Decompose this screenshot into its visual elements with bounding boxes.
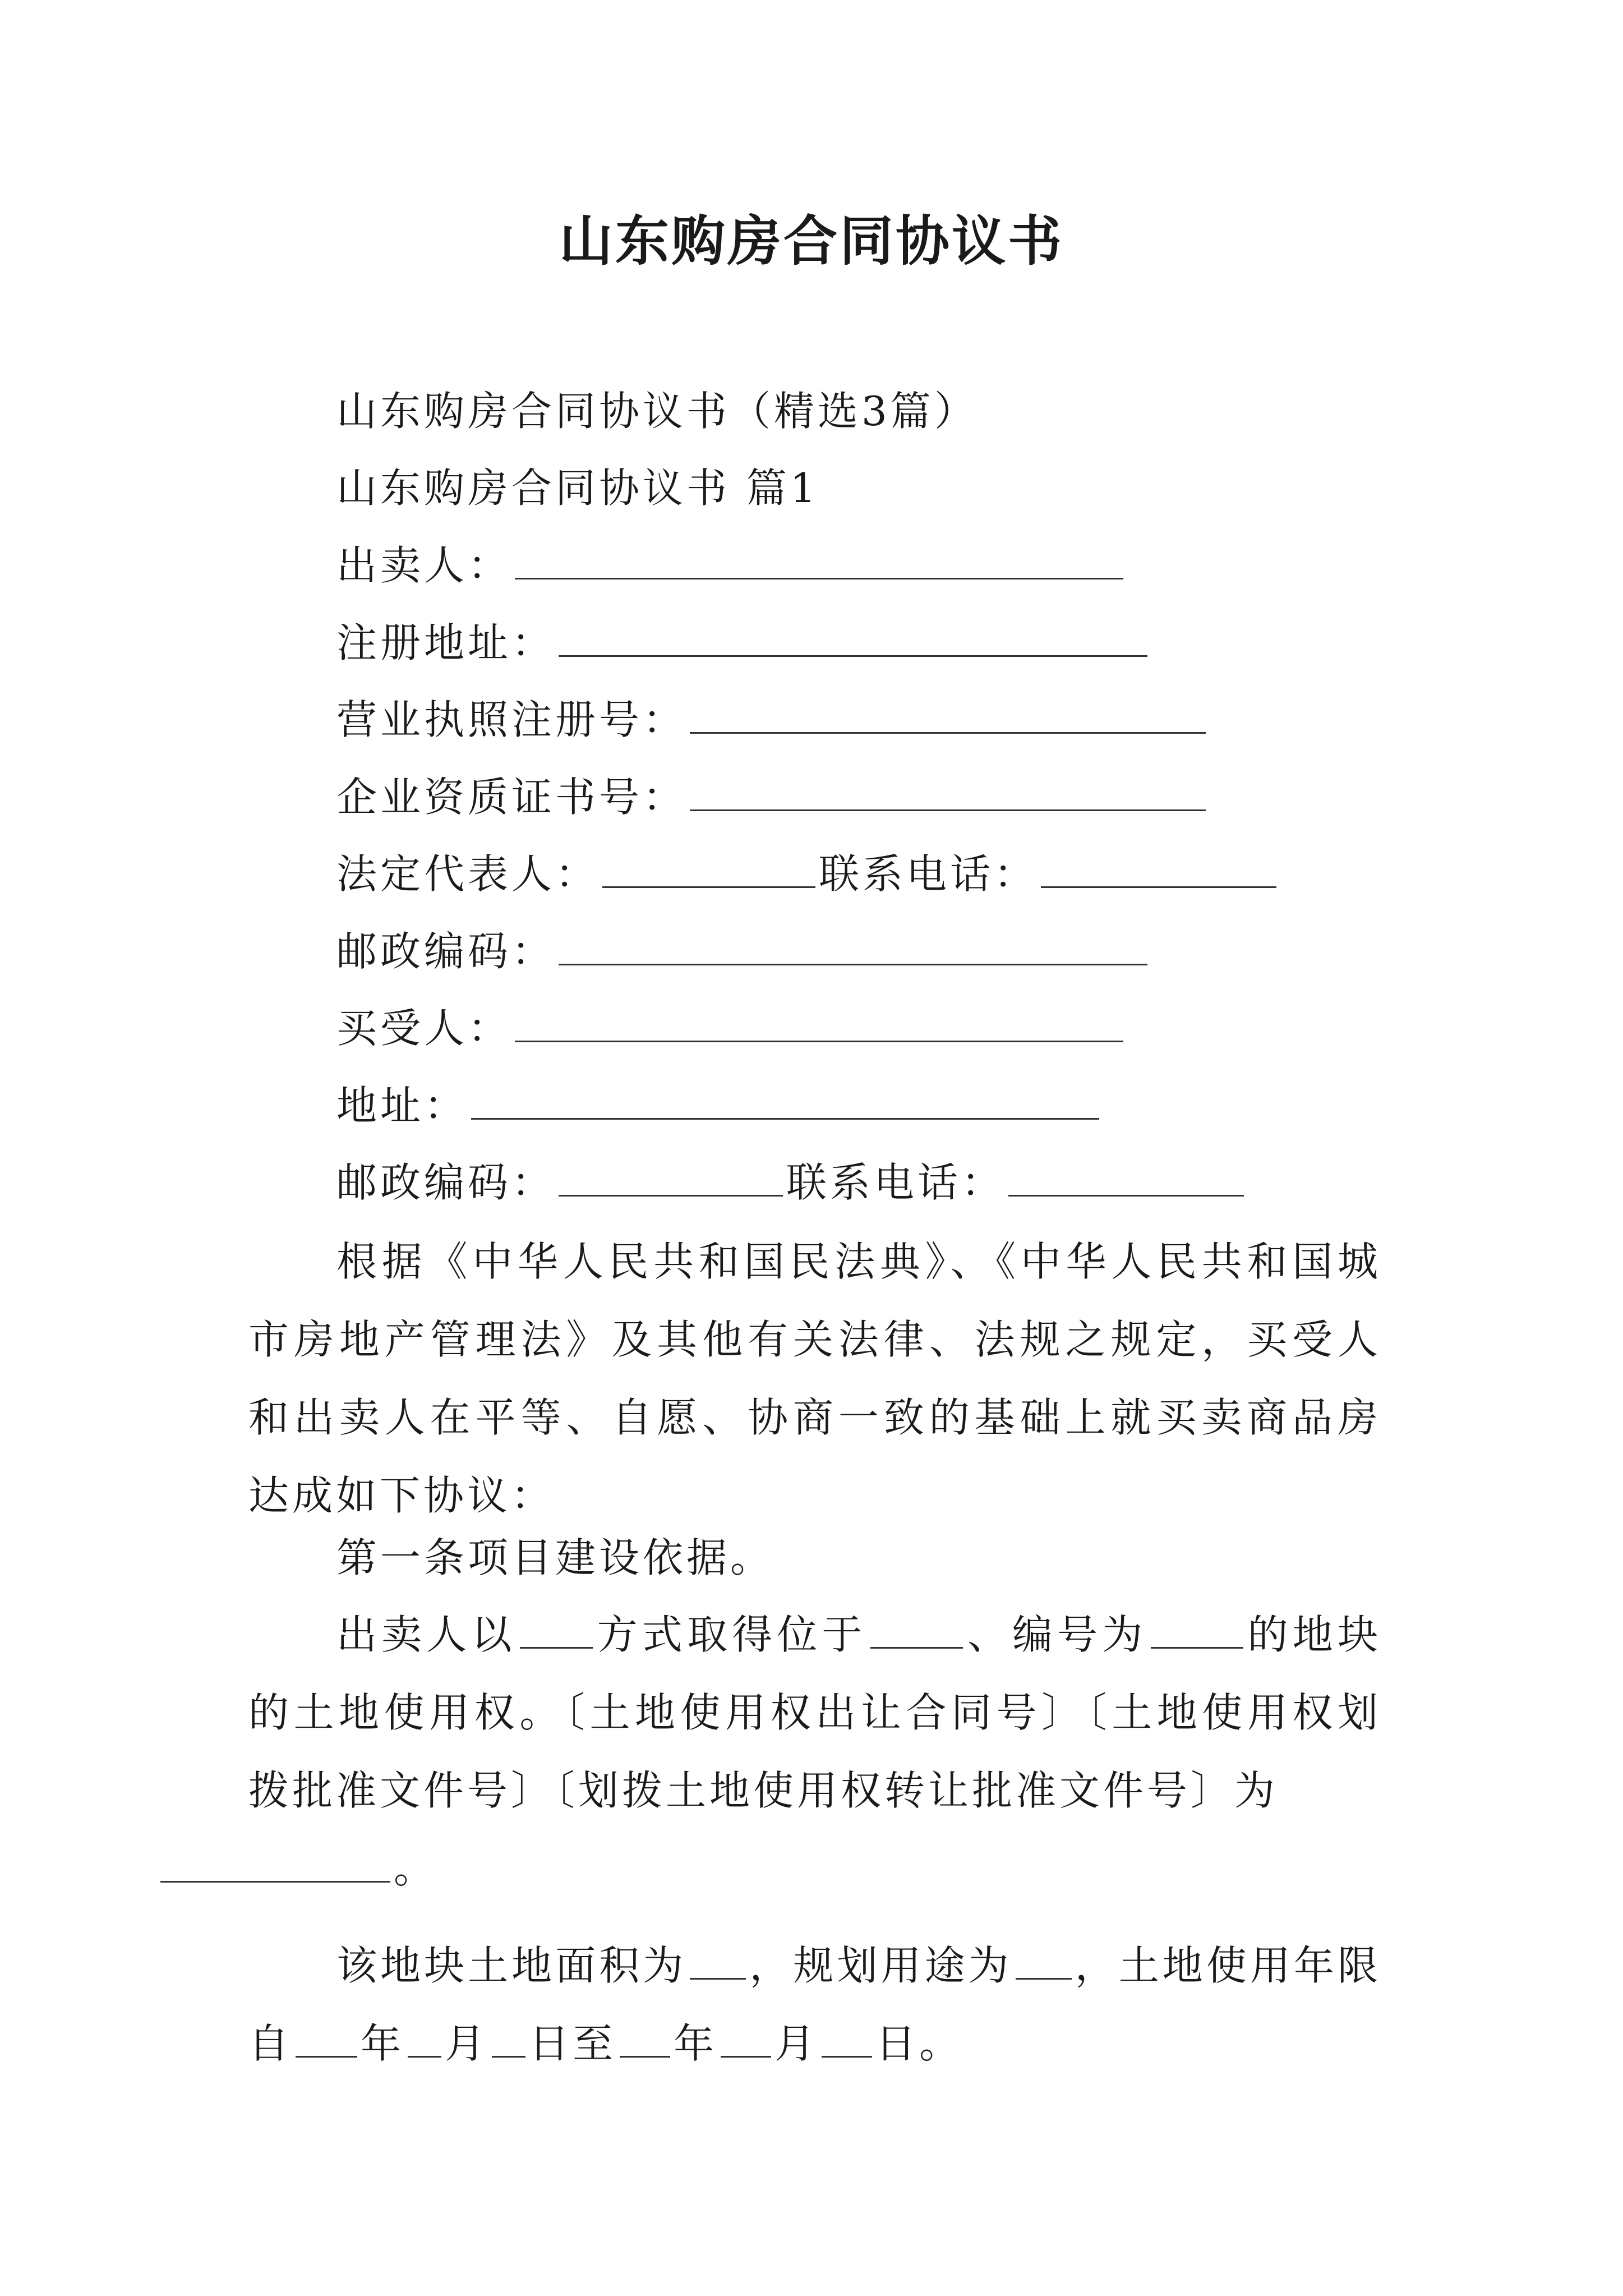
area-text-e: 月 (445, 2020, 489, 2067)
reg-address-field (336, 615, 1151, 671)
postcode1-label: 邮政编码： (336, 928, 556, 975)
area-text-f: 日至 (529, 2020, 617, 2067)
land-text-e: 。 (394, 1845, 438, 1892)
postcode2-label: 邮政编码： (336, 1159, 556, 1206)
qualification-label: 企业资质证书号： (336, 774, 687, 821)
reg-address-blank[interactable] (559, 622, 1147, 657)
seller-field (336, 537, 1127, 593)
seller-label: 出卖人： (336, 542, 512, 589)
phone2-blank[interactable] (1008, 1161, 1244, 1197)
end-day-blank[interactable] (822, 2022, 872, 2058)
end-month-blank[interactable] (721, 2022, 771, 2058)
postcode1-blank[interactable] (559, 930, 1147, 965)
article1-heading: 第一条项目建设依据。 (336, 1534, 774, 1581)
basis-paragraph: 根据《中华人民共和国民法典》、《中华人民共和国城市房地产管理法》及其他有关法律、法规之规定，买受人和出卖人在平等、自愿、协商一致的基础上就买卖商品房达成如下协议： (248, 1238, 1381, 1519)
buyer-label: 买受人： (336, 1005, 512, 1052)
area-use-blank[interactable] (1016, 1944, 1072, 1980)
qualification-field (336, 769, 1209, 825)
buyer-blank[interactable] (515, 1007, 1123, 1042)
buyer-field (336, 1000, 1127, 1056)
seller-blank[interactable] (515, 544, 1123, 579)
address-label: 地址： (336, 1082, 468, 1129)
area-size-blank[interactable] (690, 1944, 746, 1980)
land-method-blank[interactable] (520, 1613, 593, 1649)
postcode2-blank[interactable] (559, 1161, 783, 1197)
legal-rep-label: 法定代表人： (336, 850, 600, 898)
start-year-blank[interactable] (296, 2022, 357, 2058)
address-field (336, 1078, 1103, 1134)
legal-rep-field (336, 846, 1280, 902)
land-text-b: 方式取得位于 (596, 1611, 867, 1658)
area-paragraph (248, 1927, 1381, 2083)
area-text-d: 年 (361, 2020, 405, 2067)
land-number-blank[interactable] (1151, 1613, 1243, 1649)
land-text-c: 、编号为 (966, 1611, 1147, 1658)
area-text-c: ，土地使用年限自 (248, 1942, 1381, 2067)
phone1-label: 联系电话： (819, 850, 1038, 898)
contract-number-blank[interactable] (160, 1847, 390, 1883)
license-field (336, 692, 1209, 748)
license-label: 营业执照注册号： (336, 696, 687, 743)
land-location-blank[interactable] (870, 1613, 963, 1649)
area-text-a: 该地块土地面积为 (336, 1942, 687, 1989)
page-title: 山东购房合同协议书 (559, 209, 1064, 273)
phone2-label: 联系电话： (786, 1159, 1006, 1206)
postcode1-field (336, 923, 1151, 979)
phone1-blank[interactable] (1041, 853, 1276, 888)
legal-rep-blank[interactable] (602, 853, 815, 888)
subtitle: 山东购房合同协议书（精选3篇） (336, 388, 978, 435)
land-paragraph (248, 1596, 1381, 1908)
area-text-g: 年 (674, 2020, 718, 2067)
land-text-a: 出卖人以 (336, 1611, 517, 1658)
area-text-h: 月 (774, 2020, 819, 2067)
chapter-heading: 山东购房合同协议书 篇1 (336, 464, 819, 512)
start-day-blank[interactable] (492, 2022, 525, 2058)
area-text-i: 日。 (875, 2020, 963, 2067)
qualification-blank[interactable] (690, 776, 1206, 811)
reg-address-label: 注册地址： (336, 619, 556, 666)
postcode2-field (336, 1154, 1247, 1211)
end-year-blank[interactable] (620, 2022, 670, 2058)
license-blank[interactable] (690, 698, 1206, 734)
land-text-d: 的地块的土地使用权。〔土地使用权出让合同号〕〔土地使用权划拨批准文件号〕〔划拨土地使用权转让批准文件号〕为 (248, 1611, 1381, 1814)
area-text-b: ，规划用途为 (749, 1942, 1012, 1989)
start-month-blank[interactable] (408, 2022, 441, 2058)
address-blank[interactable] (471, 1084, 1099, 1120)
